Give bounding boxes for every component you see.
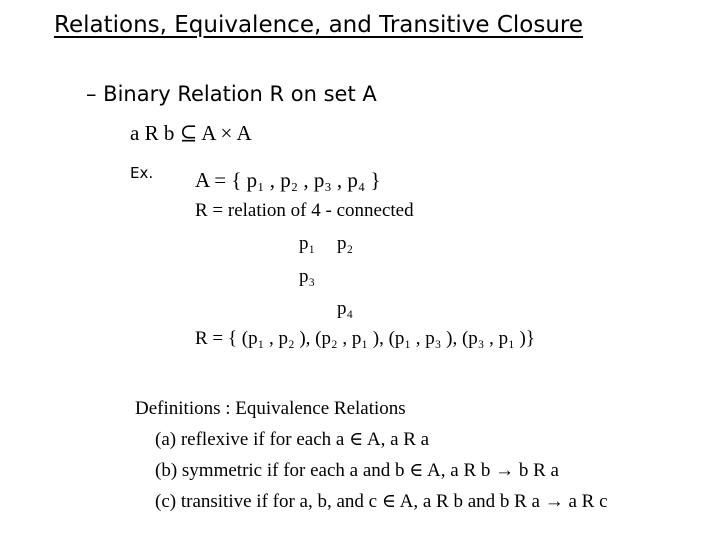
example-label: Ex. bbox=[130, 164, 154, 182]
definition-reflexive: (a) reflexive if for each a ∈ A, a R a bbox=[155, 429, 430, 450]
definitions-title: Definitions : Equivalence Relations bbox=[135, 398, 406, 419]
set-a-definition: A = { p₁ , p₂ , p₃ , p₄ } bbox=[195, 168, 381, 192]
relation-expression: a R b ⊆ A × A bbox=[130, 121, 252, 145]
relation-description: R = relation of 4 - connected bbox=[195, 200, 414, 221]
bullet-binary-relation: – Binary Relation R on set A bbox=[86, 82, 377, 106]
grid-point-p3: p₃ bbox=[299, 266, 316, 287]
grid-point-p4: p₄ bbox=[337, 298, 354, 319]
definition-transitive: (c) transitive if for a, b, and c ∈ A, a R b and b R a → a R c bbox=[155, 491, 608, 512]
page-title: Relations, Equivalence, and Transitive Closure bbox=[54, 12, 583, 38]
grid-point-p1: p₁ bbox=[299, 233, 316, 254]
relation-set: R = { (p₁ , p₂ ), (p₂ , p₁ ), (p₁ , p₃ ), (p₃ , p₁ )} bbox=[195, 328, 535, 349]
definition-symmetric: (b) symmetric if for each a and b ∈ A, a R b → b R a bbox=[155, 460, 559, 481]
grid-point-p2: p₂ bbox=[337, 233, 354, 254]
